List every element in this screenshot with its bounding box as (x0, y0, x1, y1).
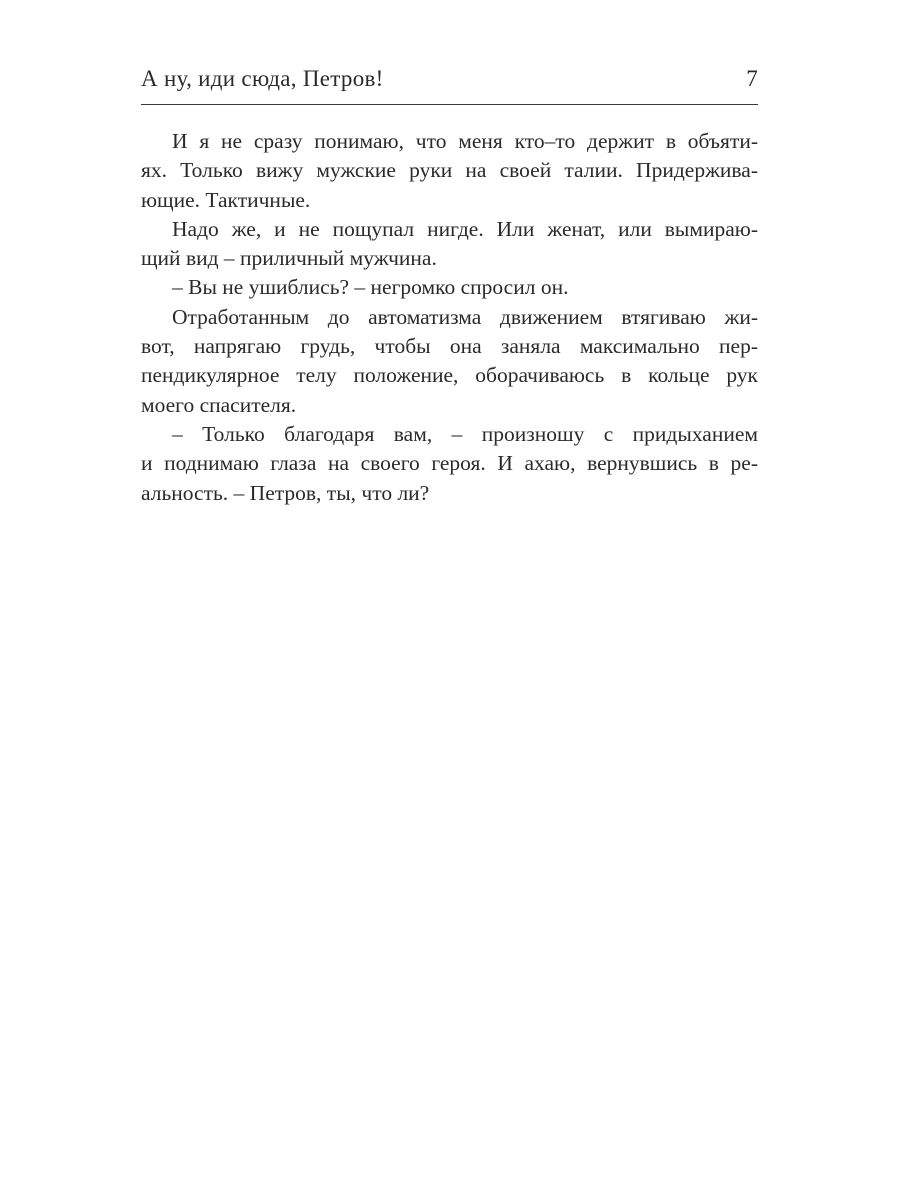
text-line: щий вид – приличный мужчина. (141, 246, 437, 271)
text-line: ях. Только вижу мужские руки на своей талии. Придержива- (141, 158, 758, 183)
running-head-title: А ну, иди сюда, Петров! (141, 66, 384, 91)
text-line: вот, напрягаю грудь, чтобы она заняла максимально пер- (141, 334, 758, 359)
text-line: ющие. Тактичные. (141, 187, 311, 212)
text-line: – Только благодаря вам, – произношу с придыханием (172, 421, 758, 446)
text-line: – Вы не ушиблись? – негромко спросил он. (172, 275, 569, 300)
text-line: моего спасителя. (141, 392, 297, 417)
text-line: и поднимаю глаза на своего героя. И ахаю, вернувшись в ре- (141, 451, 758, 476)
text-line: альность. – Петров, ты, что ли? (141, 480, 430, 505)
body-text (141, 127, 758, 508)
page-number: 7 (746, 66, 758, 91)
text-line: Надо же, и не пощупал нигде. Или женат, или вымираю- (172, 216, 758, 241)
running-head (141, 66, 758, 96)
text-line: Отработанным до автоматизма движением втягиваю жи- (172, 304, 758, 329)
header-rule (141, 104, 758, 105)
text-line: пендикулярное телу положение, оборачиваюсь в кольце рук (141, 363, 758, 388)
text-line: И я не сразу понимаю, что меня кто–то держит в объяти- (172, 129, 758, 153)
